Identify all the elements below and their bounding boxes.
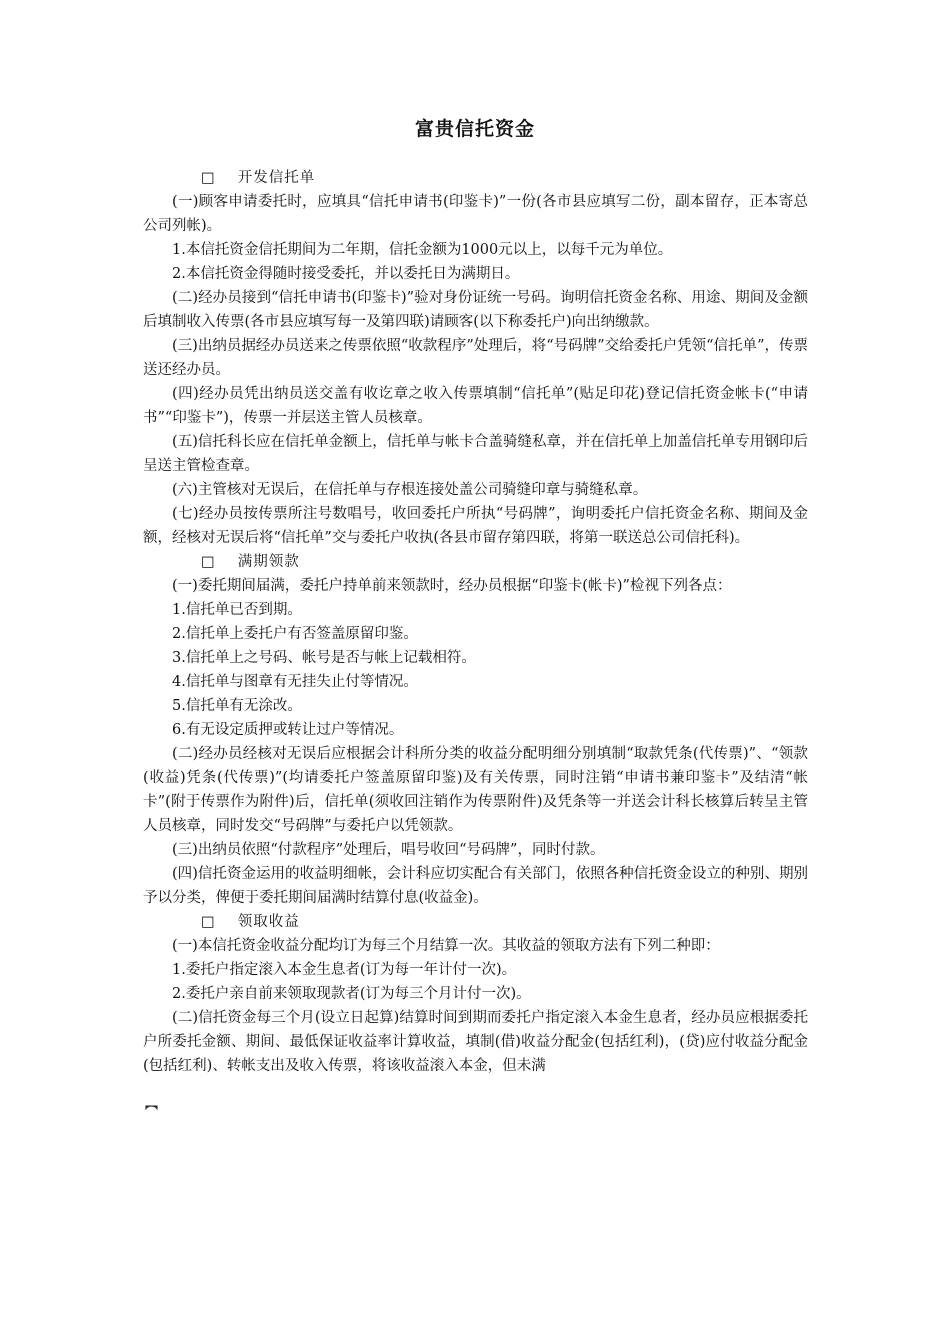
body-paragraph: 2.信托单上委托户有否签盖原留印鉴。 xyxy=(172,626,418,642)
body-paragraph: 2.本信托资金得随时接受委托，并以委托日为满期日。 xyxy=(172,266,520,282)
body-paragraph: (二)经办员经核对无误后应根据会计科所分类的收益分配明细分别填制“取款凭条(代传票)”、“领款(收益)凭条(代传票)”(均请委托户签盖原留印鉴)及有关传票，同时注销“申请书兼印鉴卡”及结清“帐卡”(附于传票作为附件)后，信托单(须收回注销作为传票附件)及凭条等一并送会计科长核算后转呈主管人员核章，同时发交“号码牌”与委托户以凭领款。 xyxy=(143,746,808,834)
body-paragraph: 4.信托单与图章有无挂失止付等情况。 xyxy=(172,674,418,690)
checkbox-square-icon: □ xyxy=(201,554,216,570)
body-paragraph: (二)经办员接到“信托申请书(印鉴卡)”验对身份证统一号码。询明信托资金名称、用途、期间及金额后填制收入传票(各市县应填写每一及第四联)请顾客(以下称委托户)向出纳缴款。 xyxy=(143,290,808,330)
document-body xyxy=(143,166,808,1078)
margin-mark: ︻ xyxy=(145,1098,159,1113)
body-paragraph: (二)信托资金每三个月(设立日起算)结算时间到期而委托户指定滚入本金生息者，经办员应根据委托户所委托金额、期间、最低保证收益率计算收益，填制(借)收益分配金(包括红利)，(贷)应付收益分配金(包括红利)、转帐支出及收入传票，将该收益滚入本金，但未满 xyxy=(143,1010,808,1074)
body-paragraph: (四)经办员凭出纳员送交盖有收讫章之收入传票填制“信托单”(贴足印花)登记信托资金帐卡(“申请书”“印鉴卡”)，传票一并层送主管人员核章。 xyxy=(143,386,808,426)
body-paragraph: 3.信托单上之号码、帐号是否与帐上记载相符。 xyxy=(172,650,476,666)
body-paragraph: (一)委托期间届满，委托户持单前来领款时，经办员根据“印鉴卡(帐卡)”检视下列各点： xyxy=(172,578,732,594)
body-paragraph: (一)顾客申请委托时，应填具“信托申请书(印鉴卡)”一份(各市县应填写二份，副本留存，正本寄总公司列帐)。 xyxy=(143,194,808,234)
body-paragraph: (一)本信托资金收益分配均订为每三个月结算一次。其收益的领取方法有下列二种即： xyxy=(172,938,720,954)
body-paragraph: 5.信托单有无涂改。 xyxy=(172,698,302,714)
body-paragraph: (三)出纳员据经办员送来之传票依照“收款程序”处理后，将“号码牌”交给委托户凭领“信托单”，传票送还经办员。 xyxy=(143,338,808,378)
checkbox-square-icon: □ xyxy=(201,170,216,186)
document-title: 富贵信托资金 xyxy=(414,118,535,140)
body-paragraph: (三)出纳员依照“付款程序”处理后，唱号收回“号码牌”，同时付款。 xyxy=(172,842,605,858)
section-heading-text: 满期领款 xyxy=(237,554,300,570)
body-paragraph: (四)信托资金运用的收益明细帐，会计科应切实配合有关部门，依照各种信托资金设立的种别、期别予以分类，俾便于委托期间届满时结算付息(收益金)。 xyxy=(143,866,808,906)
section-heading xyxy=(143,166,808,190)
body-paragraph: 1.信托单已否到期。 xyxy=(172,602,302,618)
checkbox-square-icon: □ xyxy=(201,914,216,930)
body-paragraph: (五)信托科长应在信托单金额上，信托单与帐卡合盖骑缝私章，并在信托单上加盖信托单专用钢印后呈送主管检查章。 xyxy=(143,434,808,474)
body-paragraph: 1.委托户指定滚入本金生息者(订为每一年计付一次)。 xyxy=(172,962,517,978)
body-paragraph: (六)主管核对无误后，在信托单与存根连接处盖公司骑缝印章与骑缝私章。 xyxy=(172,482,648,498)
section-heading xyxy=(143,550,808,574)
body-paragraph: (七)经办员按传票所注号数唱号，收回委托户所执“号码牌”，询明委托户信托资金名称、期间及金额，经核对无误后将“信托单”交与委托户收执(各县市留存第四联，将第一联送总公司信托科)。 xyxy=(143,506,808,546)
body-paragraph: 1.本信托资金信托期间为二年期，信托金额为1000元以上，以每千元为单位。 xyxy=(172,242,673,258)
body-paragraph: 6.有无设定质押或转让过户等情况。 xyxy=(172,722,404,738)
section-heading-text: 开发信托单 xyxy=(237,170,316,186)
section-heading-text: 领取收益 xyxy=(237,914,300,930)
section-heading xyxy=(143,910,808,934)
body-paragraph: 2.委托户亲自前来领取现款者(订为每三个月计付一次)。 xyxy=(172,986,531,1002)
